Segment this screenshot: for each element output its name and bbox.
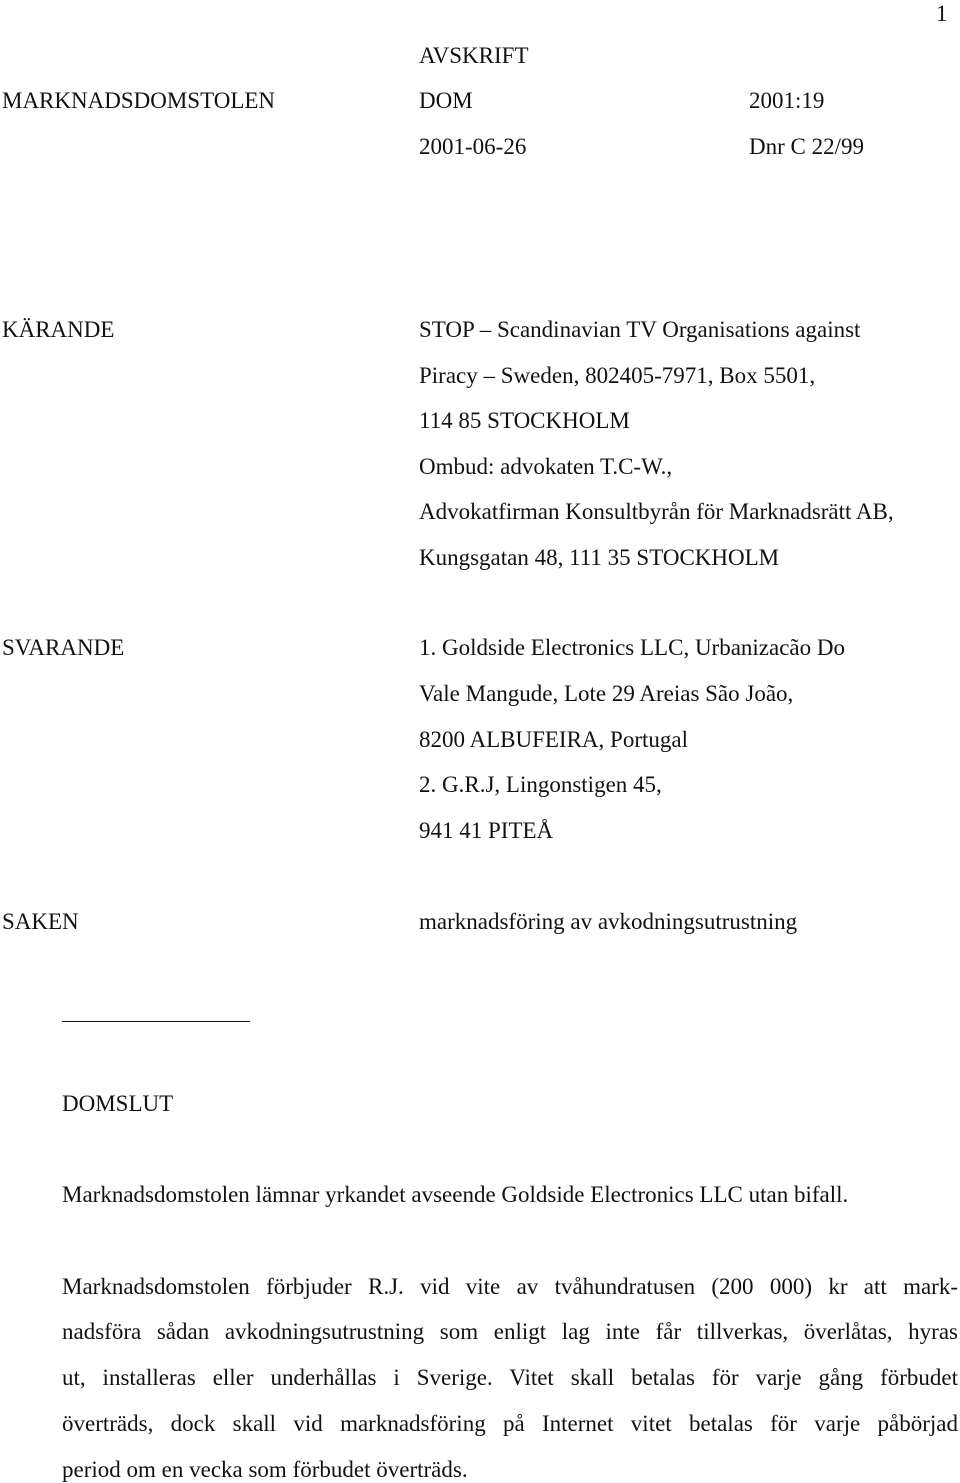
svarande-label: SVARANDE [2, 635, 125, 660]
karande-line: Advokatfirman Konsultbyrån för Marknadsrätt AB, [419, 499, 894, 524]
paragraph-line: nadsföra sådan avkodningsutrustning som enligt lag inte får tillverkas, överlåtas, hyras [62, 1319, 958, 1344]
saken-text: marknadsföring av avkodningsutrustning [419, 909, 798, 934]
svarande-line: 2. G.R.J, Lingonstigen 45, [419, 772, 662, 797]
page-number: 1 [936, 1, 948, 26]
paragraph-line: överträds, dock skall vid marknadsföring på Internet vitet betalas för varje påbörjad [62, 1411, 958, 1436]
svarande-line: 1. Goldside Electronics LLC, Urbanizacão Do [419, 635, 846, 660]
doc-type: DOM [419, 88, 473, 113]
karande-label: KÄRANDE [2, 317, 115, 342]
karande-line: 114 85 STOCKHOLM [419, 408, 630, 433]
paragraph-line: period om en vecka som förbudet överträds. [62, 1457, 468, 1482]
domslut-paragraph-1: Marknadsdomstolen lämnar yrkandet avseende Goldside Electronics LLC utan bifall. [62, 1182, 849, 1207]
document-date: 2001-06-26 [419, 134, 527, 159]
paragraph-line: Marknadsdomstolen förbjuder R.J. vid vite av tvåhundratusen (200 000) kr att mark- [62, 1274, 958, 1299]
paragraph-line: ut, installeras eller underhållas i Sverige. Vitet skall betalas för varje gång förbudet [62, 1365, 958, 1390]
svarande-line: Vale Mangude, Lote 29 Areias São João, [419, 681, 794, 706]
karande-line: Kungsgatan 48, 111 35 STOCKHOLM [419, 545, 780, 570]
section-divider [62, 1021, 250, 1022]
court-name: MARKNADSDOMSTOLEN [2, 88, 276, 113]
svarande-line: 8200 ALBUFEIRA, Portugal [419, 727, 688, 752]
domslut-heading: DOMSLUT [62, 1091, 174, 1116]
karande-line: STOP – Scandinavian TV Organisations against [419, 317, 861, 342]
dnr-number: Dnr C 22/99 [749, 134, 864, 159]
case-number: 2001:19 [749, 88, 825, 113]
svarande-line: 941 41 PITEÅ [419, 818, 554, 843]
karande-line: Piracy – Sweden, 802405-7971, Box 5501, [419, 363, 816, 388]
doc-label: AVSKRIFT [419, 43, 529, 68]
saken-label: SAKEN [2, 909, 79, 934]
karande-line: Ombud: advokaten T.C-W., [419, 454, 673, 479]
